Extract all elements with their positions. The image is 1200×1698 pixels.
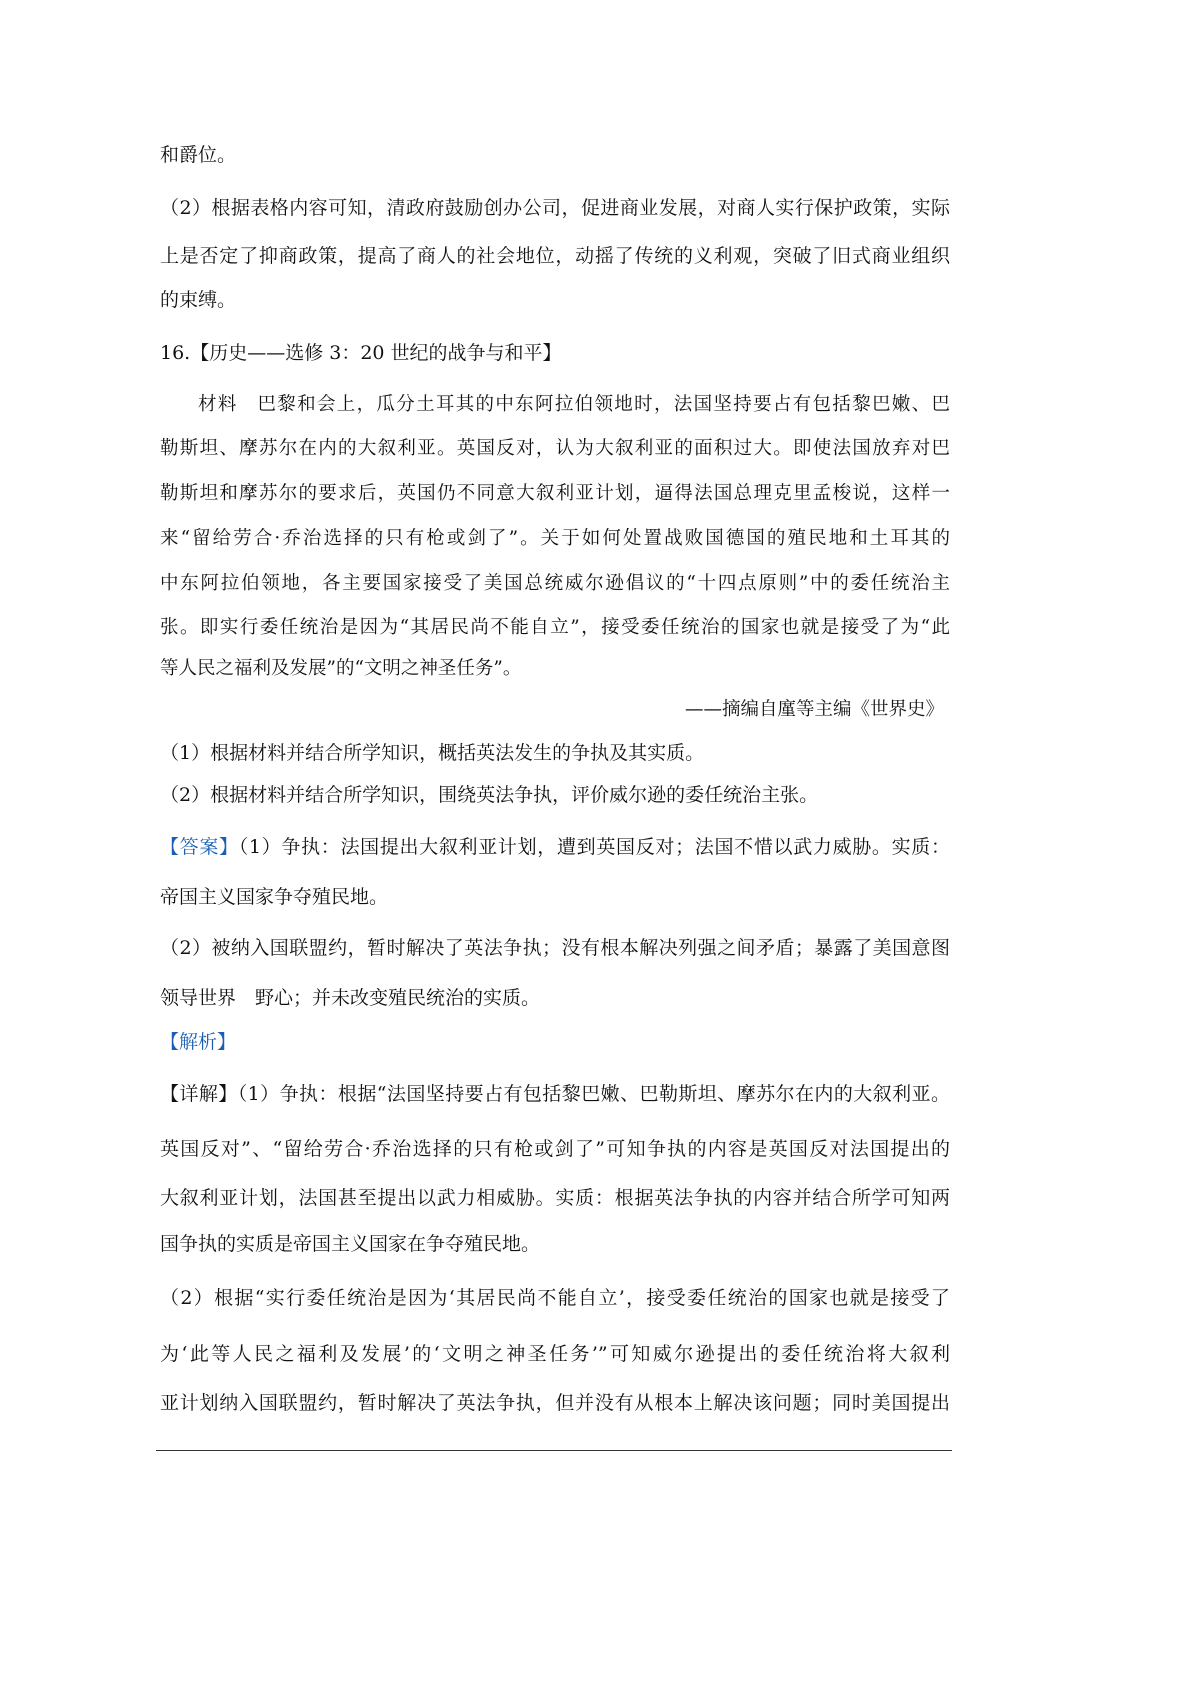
intro-point2-line-3: 的束缚。 — [160, 289, 237, 311]
detail-line-6: 为‘此等人民之福利及发展’的‘文明之神圣任务’”可知威尔逊提出的委任统治将大叙利 — [160, 1343, 950, 1365]
detail-line-7: 亚计划纳入国联盟约，暂时解决了英法争执，但并没有从根本上解决该问题；同时美国提出 — [160, 1392, 950, 1414]
material-line-2: 勒斯坦、摩苏尔在内的大叙利亚。英国反对，认为大叙利亚的面积过大。即使法国放弃对巴 — [160, 438, 950, 459]
question-heading: 16.【历史——选修 3：20 世纪的战争与和平】 — [160, 342, 562, 364]
material-source: ——摘编自廑等主编《世界史》 — [684, 699, 944, 720]
detail-line-2: 英国反对”、“留给劳合·乔治选择的只有枪或剑了”可知争执的内容是英国反对法国提出的 — [160, 1138, 950, 1160]
sub-question-1: （1）根据材料并结合所学知识，概括英法发生的争执及其实质。 — [160, 742, 705, 764]
intro-tail: 和爵位。 — [160, 144, 237, 166]
material-line-4: 来“留给劳合·乔治选择的只有枪或剑了”。关于如何处置战败国德国的殖民地和土耳其的 — [160, 528, 950, 549]
detail-line-5: （2）根据“实行委任统治是因为‘其居民尚不能自立’，接受委任统治的国家也就是接受了 — [160, 1287, 950, 1309]
sub-question-2: （2）根据材料并结合所学知识，围绕英法争执，评价威尔逊的委任统治主张。 — [160, 784, 819, 806]
material-line-6: 张。即实行委任统治是因为“其居民尚不能自立”，接受委任统治的国家也就是接受了为“此 — [160, 617, 950, 638]
intro-point2-line-2: 上是否定了抑商政策，提高了商人的社会地位，动摇了传统的义利观，突破了旧式商业组织 — [160, 245, 950, 267]
answer-point2-line-1: （2）被纳入国联盟约，暂时解决了英法争执；没有根本解决列强之间矛盾；暴露了美国意图 — [160, 937, 950, 959]
answer-line-2: 帝国主义国家争夺殖民地。 — [160, 886, 389, 908]
material-line-7: 等人民之福利及发展”的“文明之神圣任务”。 — [160, 658, 522, 679]
footer-divider — [156, 1450, 952, 1451]
answer-line-1: 【答案】（1）争执：法国提出大叙利亚计划，遭到英国反对；法国不惜以武力威胁。实质： — [160, 836, 950, 858]
analysis-tag: 【解析】 — [160, 1031, 237, 1053]
intro-point2-line-1: （2）根据表格内容可知，清政府鼓励创办公司，促进商业发展，对商人实行保护政策，实际 — [160, 197, 950, 219]
detail-line-3: 大叙利亚计划，法国甚至提出以武力相威胁。实质：根据英法争执的内容并结合所学可知两 — [160, 1187, 950, 1209]
detail-line-1: 【详解】（1）争执：根据“法国坚持要占有包括黎巴嫩、巴勒斯坦、摩苏尔在内的大叙利亚。 — [160, 1083, 950, 1105]
detail-line-4: 国争执的实质是帝国主义国家在争夺殖民地。 — [160, 1233, 541, 1255]
answer-point2-line-2: 领导世界 野心；并未改变殖民统治的实质。 — [160, 987, 541, 1009]
material-line-1: 材料 巴黎和会上，瓜分土耳其的中东阿拉伯领地时，法国坚持要占有包括黎巴嫩、巴 — [198, 394, 950, 415]
answer-tag: 【答案】 — [160, 836, 239, 858]
material-line-3: 勒斯坦和摩苏尔的要求后，英国仍不同意大叙利亚计划，逼得法国总理克里孟梭说，这样一 — [160, 483, 950, 504]
material-line-5: 中东阿拉伯领地，各主要国家接受了美国总统威尔逊倡议的“十四点原则”中的委任统治主 — [160, 573, 950, 594]
detail-tag: 【详解】 — [160, 1083, 238, 1105]
